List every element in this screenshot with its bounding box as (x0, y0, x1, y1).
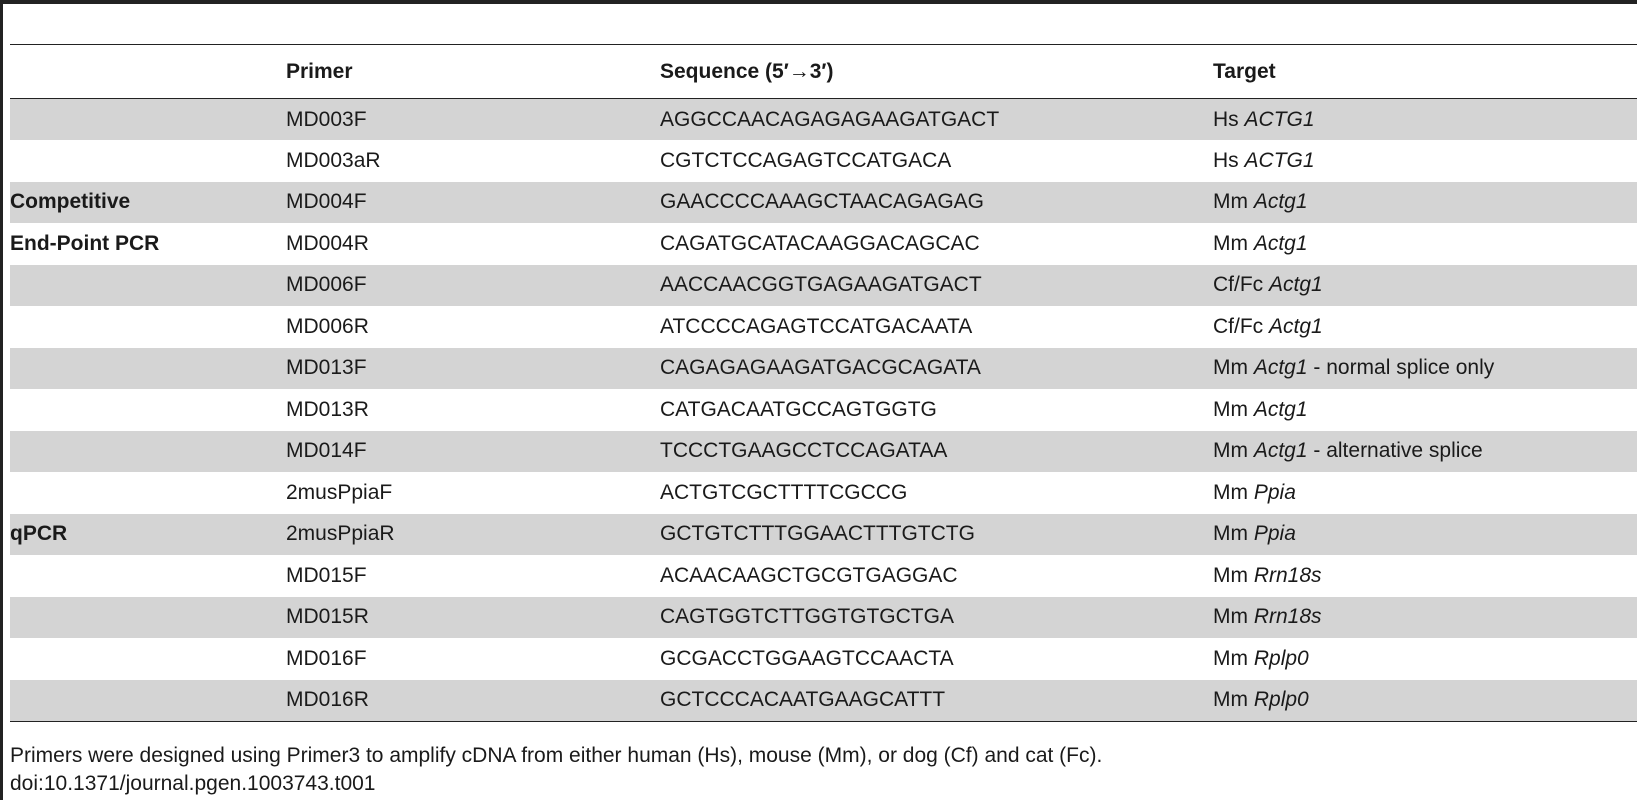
row-primer: MD006F (286, 265, 660, 307)
row-sequence: CAGATGCATACAAGGACAGCAC (660, 231, 980, 255)
row-target (1213, 265, 1637, 307)
row-target (1213, 472, 1637, 514)
target-species: Mm (1213, 522, 1248, 546)
table-row (10, 431, 1637, 473)
primer-table-container (10, 44, 1637, 722)
row-target (1213, 389, 1637, 431)
row-target (1213, 182, 1637, 224)
row-primer: 2musPpiaF (286, 480, 393, 504)
row-sequence: GCGACCTGGAAGTCCAACTA (660, 646, 954, 670)
table-row (10, 638, 1637, 680)
row-target (1213, 680, 1637, 722)
target-gene: Actg1 (1269, 314, 1323, 338)
table-row (10, 555, 1637, 597)
target-gene: ACTG1 (1244, 148, 1315, 172)
row-group-label: qPCR (10, 514, 286, 556)
row-target (1213, 514, 1637, 556)
footnote-text: Primers were designed using Primer3 to amplify cDNA from either human (Hs), mouse (Mm), or dog (Cf) and cat (Fc). (10, 744, 1103, 767)
header-group (10, 45, 286, 99)
row-group-label (10, 389, 286, 431)
row-primer: MD014F (286, 431, 660, 473)
row-group-label (10, 472, 286, 514)
row-sequence: CGTCTCCAGAGTCCATGACA (660, 148, 952, 172)
target-gene: Actg1 (1253, 397, 1308, 421)
row-primer: MD013R (286, 397, 369, 421)
row-sequence: GCTGTCTTTGGAACTTTGTCTG (660, 514, 1213, 556)
target-species: Mm (1213, 439, 1248, 463)
target-gene: Ppia (1253, 480, 1296, 504)
footnote-doi: doi:10.1371/journal.pgen.1003743.t001 (10, 772, 376, 795)
row-target (1213, 431, 1637, 473)
top-border-rule (0, 0, 1637, 4)
target-species: Mm (1213, 646, 1248, 670)
row-group-label (10, 99, 286, 141)
target-note: - alternative splice (1307, 439, 1483, 463)
table-row (10, 306, 1637, 348)
target-species: Mm (1213, 190, 1248, 214)
row-sequence: CATGACAATGCCAGTGGTG (660, 397, 937, 421)
target-gene: Rplp0 (1253, 688, 1309, 711)
target-species: Mm (1213, 688, 1248, 711)
table-header (10, 45, 1637, 99)
row-sequence: CAGTGGTCTTGGTGTGCTGA (660, 597, 1213, 639)
row-group-label (10, 265, 286, 307)
row-target (1213, 638, 1637, 680)
table-row (10, 99, 1637, 141)
table-row (10, 223, 1637, 265)
row-group-label: End-Point PCR (10, 231, 160, 255)
row-sequence: GAACCCCAAAGCTAACAGAGAG (660, 182, 1213, 224)
header-primer: Primer (286, 45, 660, 99)
row-primer: MD006R (286, 314, 369, 338)
row-group-label: Competitive (10, 182, 286, 224)
header-row (10, 45, 1637, 99)
row-primer: MD015R (286, 597, 660, 639)
header-target: Target (1213, 45, 1637, 99)
row-sequence: TCCCTGAAGCCTCCAGATAA (660, 431, 1213, 473)
target-species: Cf/Fc (1213, 273, 1264, 297)
left-border-rule (0, 0, 3, 800)
row-group-label (10, 306, 286, 348)
row-target (1213, 348, 1637, 390)
header-sequence: Sequence (5′→3′) (660, 45, 1213, 99)
row-primer: MD016R (286, 680, 660, 722)
row-sequence: AACCAACGGTGAGAAGATGACT (660, 265, 1213, 307)
row-group-label (10, 680, 286, 722)
table-row (10, 265, 1637, 307)
table-row (10, 389, 1637, 431)
target-species: Mm (1213, 356, 1248, 380)
target-gene: Rplp0 (1253, 646, 1309, 670)
row-primer: MD004R (286, 231, 369, 255)
row-sequence: CAGAGAGAAGATGACGCAGATA (660, 348, 1213, 390)
target-gene: Actg1 (1253, 190, 1308, 214)
row-sequence: AGGCCAACAGAGAGAAGATGACT (660, 99, 1213, 141)
row-target (1213, 223, 1637, 265)
table-body (10, 99, 1637, 722)
target-species: Mm (1213, 563, 1248, 587)
table-row (10, 514, 1637, 556)
target-species: Mm (1213, 605, 1248, 629)
target-gene: Ppia (1253, 522, 1296, 546)
row-target (1213, 99, 1637, 141)
table-row (10, 348, 1637, 390)
target-species: Hs (1213, 107, 1239, 131)
row-target (1213, 597, 1637, 639)
row-sequence: ACAACAAGCTGCGTGAGGAC (660, 563, 958, 587)
target-species: Mm (1213, 231, 1248, 255)
row-group-label (10, 555, 286, 597)
target-gene: ACTG1 (1244, 107, 1315, 131)
table-footnote (10, 742, 1102, 798)
row-group-label (10, 140, 286, 182)
row-primer: MD003F (286, 99, 660, 141)
row-sequence: GCTCCCACAATGAAGCATTT (660, 680, 1213, 722)
target-gene: Actg1 (1253, 439, 1308, 463)
row-primer: 2musPpiaR (286, 514, 660, 556)
row-primer: MD004F (286, 182, 660, 224)
row-group-label (10, 638, 286, 680)
target-note: - normal splice only (1307, 356, 1495, 380)
row-primer: MD013F (286, 348, 660, 390)
row-primer: MD015F (286, 563, 367, 587)
target-gene: Actg1 (1269, 273, 1323, 297)
row-target (1213, 140, 1637, 182)
row-target (1213, 306, 1637, 348)
table-row (10, 140, 1637, 182)
target-gene: Actg1 (1253, 231, 1308, 255)
target-gene: Rrn18s (1253, 605, 1322, 629)
target-species: Mm (1213, 397, 1248, 421)
row-group-label (10, 431, 286, 473)
row-sequence: ACTGTCGCTTTTCGCCG (660, 480, 908, 504)
target-species: Cf/Fc (1213, 314, 1264, 338)
target-species: Hs (1213, 148, 1239, 172)
target-gene: Rrn18s (1253, 563, 1322, 587)
row-sequence: ATCCCCAGAGTCCATGACAATA (660, 314, 973, 338)
table-row (10, 597, 1637, 639)
primer-table (10, 44, 1637, 722)
target-gene: Actg1 (1253, 356, 1308, 380)
row-group-label (10, 348, 286, 390)
row-primer: MD003aR (286, 148, 381, 172)
table-row (10, 472, 1637, 514)
table-row (10, 182, 1637, 224)
row-target (1213, 555, 1637, 597)
target-species: Mm (1213, 480, 1248, 504)
row-group-label (10, 597, 286, 639)
row-primer: MD016F (286, 646, 367, 670)
table-row (10, 680, 1637, 722)
